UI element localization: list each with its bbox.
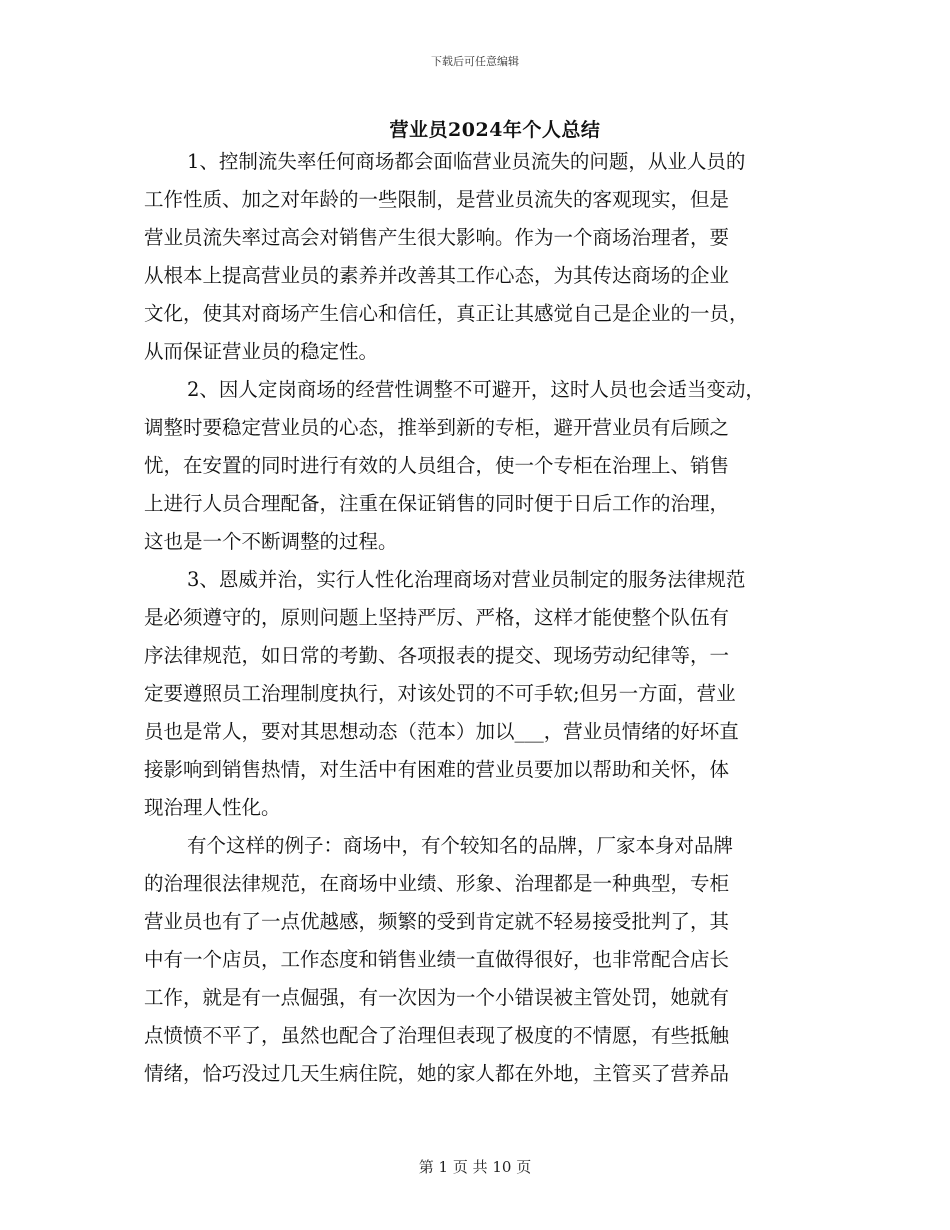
text-line: 这也是一个不断调整的过程。 xyxy=(144,530,398,553)
text-line: 从根本上提高营业员的素养并改善其工作心态，为其传达商场的企业 xyxy=(144,264,730,287)
text-line: 工作，就是有一点倔强，有一次因为一个小错误被主管处罚，她就有 xyxy=(144,986,730,1009)
text-line: 营业员也有了一点优越感，频繁的受到肯定就不轻易接受批判了，其 xyxy=(144,910,730,933)
text-line: 2、因人定岗商场的经营性调整不可避开，这时人员也会适当变动， xyxy=(187,378,765,401)
text-line: 定要遵照员工治理制度执行，对该处罚的不可手软;但另一方面，营业 xyxy=(144,682,736,705)
text-line: 接影响到销售热情，对生活中有困难的营业员要加以帮助和关怀，体 xyxy=(144,758,730,781)
text-line: 从而保证营业员的稳定性。 xyxy=(144,340,379,363)
text-line: 营业员流失率过高会对销售产生很大影响。作为一个商场治理者，要 xyxy=(144,226,730,249)
text-line: 的治理很法律规范，在商场中业绩、形象、治理都是一种典型，专柜 xyxy=(144,872,730,895)
document-title: 营业员2024年个人总结 xyxy=(389,119,601,141)
page-footer: 第 1 页 共 10 页 xyxy=(418,1158,532,1176)
text-line: 情绪，恰巧没过几天生病住院，她的家人都在外地，主管买了营养品 xyxy=(144,1062,730,1085)
text-line: 3、恩威并治，实行人性化治理商场对营业员制定的服务法律规范 xyxy=(187,568,746,591)
text-line: 员也是常人，要对其思想动态（范本）加以___，营业员情绪的好坏直 xyxy=(144,720,739,743)
text-line: 是必须遵守的，原则问题上坚持严厉、严格，这样才能使整个队伍有 xyxy=(144,606,730,629)
text-line: 调整时要稳定营业员的心态，推举到新的专柜，避开营业员有后顾之 xyxy=(144,416,730,439)
text-line: 有个这样的例子：商场中，有个较知名的品牌，厂家本身对品牌 xyxy=(187,834,734,857)
text-line: 中有一个店员，工作态度和销售业绩一直做得很好，也非常配合店长 xyxy=(144,948,730,971)
page-header: 下载后可任意编辑 xyxy=(431,55,519,68)
text-line: 点愤愤不平了，虽然也配合了治理但表现了极度的不情愿，有些抵触 xyxy=(144,1024,730,1047)
text-line: 忧，在安置的同时进行有效的人员组合，使一个专柜在治理上、销售 xyxy=(144,454,730,477)
text-line: 文化，使其对商场产生信心和信任，真正让其感觉自己是企业的一员， xyxy=(144,302,749,325)
text-line: 上进行人员合理配备，注重在保证销售的同时便于日后工作的治理， xyxy=(144,492,730,515)
text-line: 1、控制流失率任何商场都会面临营业员流失的问题，从业人员的 xyxy=(187,150,746,173)
text-line: 工作性质、加之对年龄的一些限制，是营业员流失的客观现实，但是 xyxy=(144,188,730,211)
text-line: 序法律规范，如日常的考勤、各项报表的提交、现场劳动纪律等，一 xyxy=(144,644,730,667)
text-line: 现治理人性化。 xyxy=(144,796,281,819)
